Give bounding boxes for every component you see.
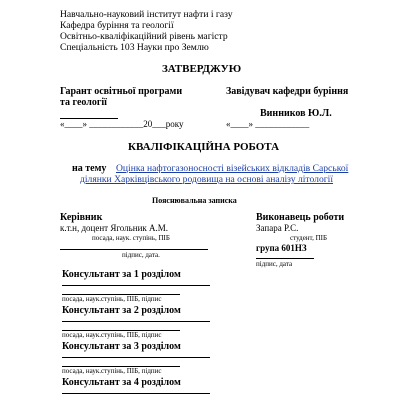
consultant-3-line-1 <box>62 357 210 358</box>
consultant-2-caption: посада, наук.ступінь, ПІБ, підпис <box>62 331 162 339</box>
department-name: Кафедра буріння та геології <box>60 20 174 31</box>
head-dept-title: Завідувач кафедри буріння <box>226 86 349 97</box>
guarantor-date: «____» ____________20___року <box>60 119 184 129</box>
explanatory-note: Пояснювальна записка <box>152 196 237 205</box>
consultant-1-caption: посада, наук.ступінь, ПІБ, підпис <box>62 295 162 303</box>
executor-name: Запара Р.С. <box>256 223 299 233</box>
institute-name: Навчально-науковий інститут нафти і газу <box>60 9 233 20</box>
consultant-3-caption: посада, наук.ступінь, ПІБ, підпис <box>62 367 162 375</box>
executor-signature-line <box>256 258 314 259</box>
consultant-3-label: Консультант за 3 розділом <box>62 341 181 352</box>
degree-level: Освітньо-кваліфікаційний рівень магістр <box>60 31 228 42</box>
guarantor-title-2: та геології <box>60 97 107 108</box>
topic-line-1: Оцінка нафтогазоносності візейських відкладів Сарської <box>116 163 349 174</box>
approve-heading: ЗАТВЕРДЖУЮ <box>162 63 242 75</box>
executor-label: Виконавець роботи <box>256 212 345 223</box>
guarantor-title: Гарант освітньої програми <box>60 86 183 97</box>
executor-sign-caption: підпис, дата <box>256 260 293 268</box>
specialty: Спеціальність 103 Науки про Землю <box>60 42 209 53</box>
consultant-4-line-1 <box>62 393 210 394</box>
supervisor-sign-caption: підпис, дата. <box>122 251 160 259</box>
head-dept-date: «____» ____________ <box>226 119 310 129</box>
work-title: КВАЛІФІКАЦІЙНА РОБОТА <box>128 141 280 153</box>
consultant-1-label: Консультант за 1 розділом <box>62 269 181 280</box>
executor-caption: студент, ПІБ <box>290 234 327 242</box>
head-dept-name: Винников Ю.Л. <box>260 108 332 119</box>
consultant-2-label: Консультант за 2 розділом <box>62 305 181 316</box>
consultant-2-line-1 <box>62 321 210 322</box>
executor-group: група 601НЗ <box>256 243 307 253</box>
supervisor-caption: посада, наук. ступінь, ПІБ <box>92 234 170 242</box>
topic-prefix: на тему <box>72 163 107 174</box>
supervisor-signature-line <box>60 249 208 250</box>
supervisor-label: Керівник <box>60 212 103 223</box>
topic-line-2: ділянки Харківцівського родовища на основі аналізу літології <box>80 174 334 185</box>
consultant-4-label: Консультант за 4 розділом <box>62 377 181 388</box>
consultant-1-line-1 <box>62 285 210 286</box>
supervisor-name: к.т.н, доцент Ягольник А.М. <box>60 223 169 233</box>
